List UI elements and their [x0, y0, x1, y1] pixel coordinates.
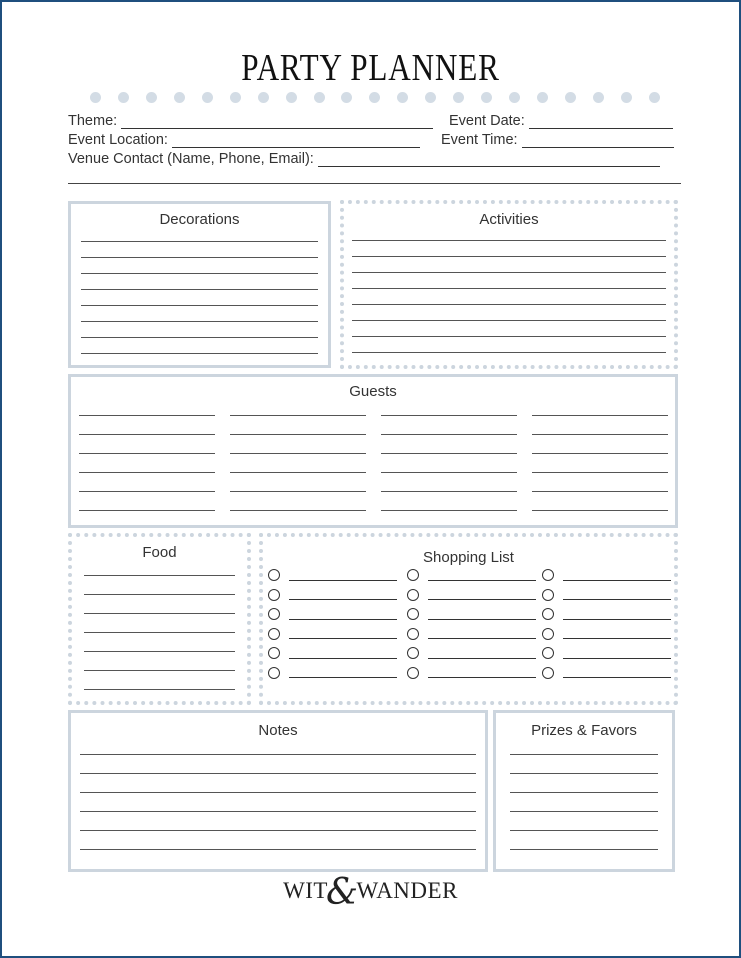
shopping-list-item[interactable]: [542, 628, 671, 640]
shopping-list-item[interactable]: [268, 608, 397, 620]
checkbox-circle-icon[interactable]: [542, 628, 554, 640]
logo-left: WIT: [283, 878, 328, 903]
activities-box: [340, 200, 678, 369]
shopping-item-line[interactable]: [289, 599, 397, 600]
event-time-field[interactable]: [441, 132, 674, 148]
shopping-item-line[interactable]: [563, 638, 671, 639]
checkbox-circle-icon[interactable]: [407, 628, 419, 640]
shopping-list-item[interactable]: [407, 628, 536, 640]
checkbox-circle-icon[interactable]: [407, 608, 419, 620]
shopping-list-item[interactable]: [407, 667, 536, 679]
checkbox-circle-icon[interactable]: [542, 647, 554, 659]
decorations-box: [68, 201, 331, 368]
guests-box: [68, 374, 678, 528]
checkbox-circle-icon[interactable]: [268, 608, 280, 620]
shopping-item-line[interactable]: [428, 619, 536, 620]
wit-wander-logo: [0, 872, 741, 913]
page-title: PARTY PLANNER: [241, 47, 500, 89]
shopping-item-line[interactable]: [563, 677, 671, 678]
shopping-list-item[interactable]: [542, 667, 671, 679]
shopping-list-item[interactable]: [407, 647, 536, 659]
event-time-label: Event Time:: [441, 132, 518, 148]
shopping-list-item[interactable]: [407, 569, 536, 581]
shopping-item-line[interactable]: [563, 599, 671, 600]
food-box: [68, 533, 251, 705]
shopping-item-line[interactable]: [563, 658, 671, 659]
notes-title: Notes: [258, 722, 298, 739]
decorative-dots: [90, 92, 660, 104]
shopping-list-item[interactable]: [407, 608, 536, 620]
shopping-list-item[interactable]: [542, 647, 671, 659]
checkbox-circle-icon[interactable]: [407, 589, 419, 601]
notes-box: [68, 710, 488, 872]
checkbox-circle-icon[interactable]: [268, 628, 280, 640]
event-date-field[interactable]: [449, 113, 673, 129]
theme-field[interactable]: [68, 113, 433, 129]
venue-contact-label: Venue Contact (Name, Phone, Email):: [68, 151, 314, 167]
decorations-title: Decorations: [159, 211, 240, 228]
shopping-item-line[interactable]: [289, 638, 397, 639]
shopping-item-line[interactable]: [563, 619, 671, 620]
shopping-item-line[interactable]: [428, 580, 536, 581]
shopping-list-item[interactable]: [542, 569, 671, 581]
checkbox-circle-icon[interactable]: [268, 667, 280, 679]
shopping-item-line[interactable]: [428, 638, 536, 639]
checkbox-circle-icon[interactable]: [542, 608, 554, 620]
event-location-field[interactable]: [68, 132, 420, 148]
checkbox-circle-icon[interactable]: [268, 569, 280, 581]
shopping-list-item[interactable]: [268, 647, 397, 659]
shopping-item-line[interactable]: [289, 580, 397, 581]
checkbox-circle-icon[interactable]: [268, 589, 280, 601]
shopping-list-item[interactable]: [268, 628, 397, 640]
shopping-list-title: Shopping List: [423, 549, 514, 566]
theme-label: Theme:: [68, 113, 118, 129]
extra-contact-line[interactable]: [68, 183, 681, 184]
checkbox-circle-icon[interactable]: [407, 647, 419, 659]
prizes-favors-title: Prizes & Favors: [531, 722, 637, 739]
guests-title: Guests: [349, 383, 397, 400]
checkbox-circle-icon[interactable]: [542, 569, 554, 581]
shopping-item-line[interactable]: [428, 677, 536, 678]
logo-ampersand: &: [325, 872, 359, 913]
shopping-item-line[interactable]: [428, 599, 536, 600]
shopping-item-line[interactable]: [289, 619, 397, 620]
prizes-favors-box: [493, 710, 675, 872]
shopping-item-line[interactable]: [289, 677, 397, 678]
checkbox-circle-icon[interactable]: [542, 589, 554, 601]
checkbox-circle-icon[interactable]: [407, 569, 419, 581]
shopping-item-line[interactable]: [428, 658, 536, 659]
checkbox-circle-icon[interactable]: [407, 667, 419, 679]
event-date-label: Event Date:: [449, 113, 525, 129]
event-location-label: Event Location:: [68, 132, 168, 148]
checkbox-circle-icon[interactable]: [542, 667, 554, 679]
checkbox-circle-icon[interactable]: [268, 647, 280, 659]
shopping-item-line[interactable]: [563, 580, 671, 581]
shopping-list-item[interactable]: [268, 667, 397, 679]
activities-title: Activities: [479, 211, 539, 228]
shopping-list-item[interactable]: [407, 589, 536, 601]
shopping-list-item[interactable]: [542, 589, 671, 601]
shopping-list-item[interactable]: [542, 608, 671, 620]
venue-contact-field[interactable]: [68, 151, 660, 167]
food-title: Food: [142, 544, 177, 561]
shopping-list-item[interactable]: [268, 589, 397, 601]
shopping-item-line[interactable]: [289, 658, 397, 659]
shopping-list-item[interactable]: [268, 569, 397, 581]
logo-right: WANDER: [356, 878, 458, 903]
